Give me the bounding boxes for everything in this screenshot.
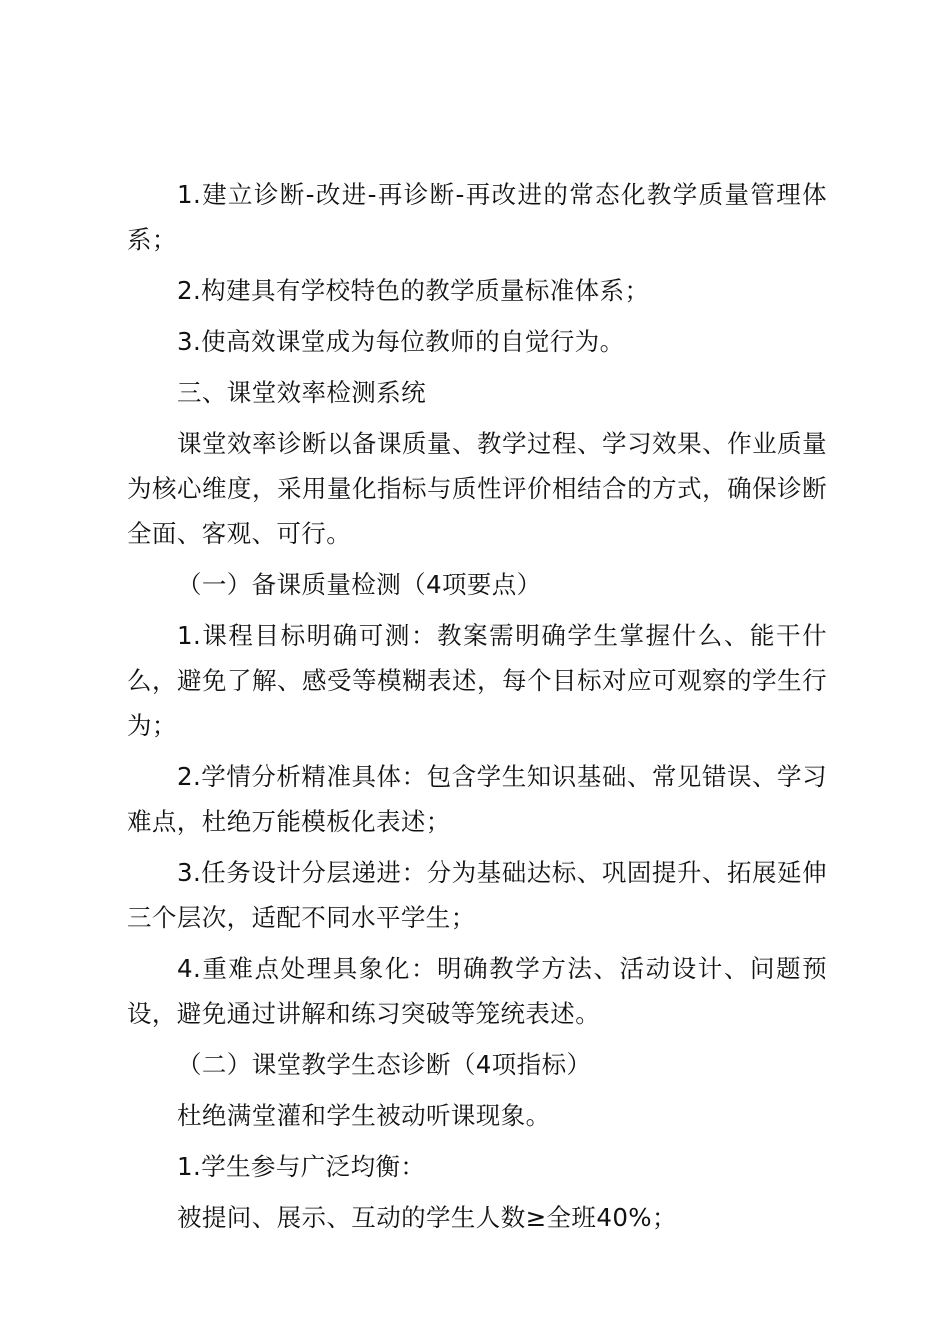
section-heading: 三、课堂效率检测系统: [177, 378, 426, 407]
paragraph-point-3: 3.任务设计分层递进：分为基础达标、巩固提升、拓展延伸三个层次，适配不同水平学生；: [127, 858, 827, 932]
subsection-heading-1: （一）备课质量检测（4项要点）: [177, 570, 542, 599]
paragraph-intro: 课堂效率诊断以备课质量、教学过程、学习效果、作业质量为核心维度，采用量化指标与质性评价相结合的方式，确保诊断全面、客观、可行。: [127, 429, 827, 548]
paragraph-point-2: 2.学情分析精准具体：包含学生知识基础、常见错误、学习难点，杜绝万能模板化表述；: [127, 762, 827, 836]
paragraph-goal-3: 3.使高效课堂成为每位教师的自觉行为。: [177, 327, 625, 356]
paragraph-goal-2: 2.构建具有学校特色的教学质量标准体系；: [177, 276, 650, 305]
subsection-heading-2: （二）课堂教学生态诊断（4项指标）: [177, 1050, 592, 1079]
document-body: [127, 172, 827, 1246]
paragraph-point-4: 4.重难点处理具象化：明确教学方法、活动设计、问题预设，避免通过讲解和练习突破等笼统表述。: [127, 954, 827, 1028]
paragraph-goal-1: 1.建立诊断-改进-再诊断-再改进的常态化教学质量管理体系；: [127, 180, 827, 254]
paragraph-indicator-1-detail: 被提问、展示、互动的学生人数≥全班40%；: [177, 1203, 677, 1232]
paragraph-note: 杜绝满堂灌和学生被动听课现象。: [177, 1101, 551, 1130]
paragraph-point-1: 1.课程目标明确可测：教案需明确学生掌握什么、能干什么，避免了解、感受等模糊表述，每个目标对应可观察的学生行为；: [127, 621, 827, 740]
paragraph-indicator-1: 1.学生参与广泛均衡：: [177, 1152, 426, 1181]
